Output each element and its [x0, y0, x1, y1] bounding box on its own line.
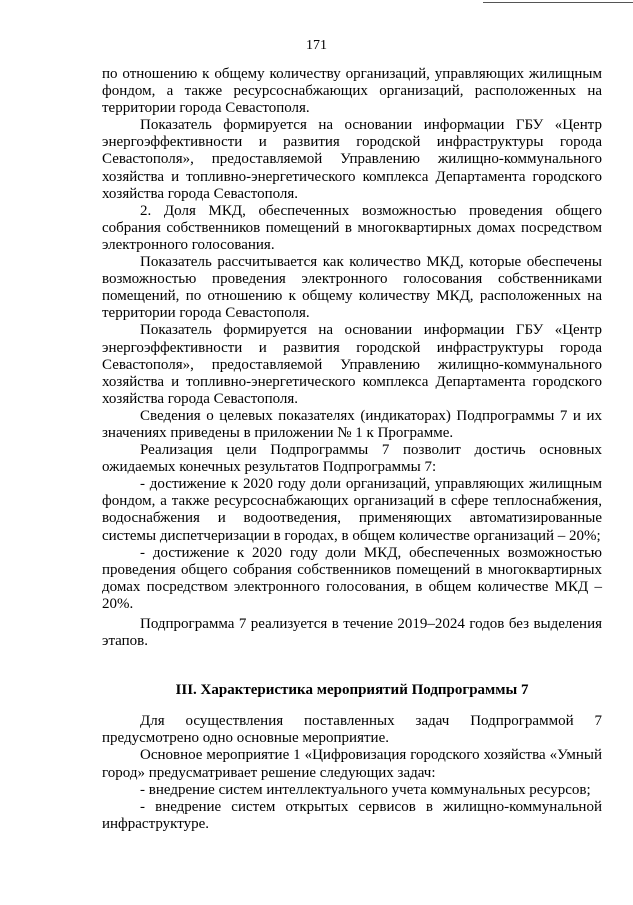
- list-item: - достижение к 2020 году доли МКД, обеспеченных возможностью проведения общего собрания собственников помещений в многоквартирных домах посредством электронного голосования, в общем количестве МКД – 20%.: [102, 544, 602, 612]
- paragraph: Показатель рассчитывается как количество МКД, которые обеспечены возможностью проведения электронного голосования собственниками помещений, по отношению к общему количеству МКД, расположенных на территории города Севастополя.: [102, 254, 602, 322]
- list-item: - внедрение систем интеллектуального учета коммунальных ресурсов;: [140, 781, 591, 798]
- list-item: - внедрение систем открытых сервисов в жилищно-коммунальной инфраструктуре.: [102, 798, 602, 832]
- document-body: [102, 66, 602, 833]
- paragraph: Подпрограмма 7 реализуется в течение 2019–2024 годов без выделения этапов.: [102, 616, 602, 650]
- page-number: 171: [306, 38, 327, 53]
- paragraph: по отношению к общему количеству организаций, управляющих жилищным фондом, а также ресурсоснабжающих организаций, расположенных на территории города Севастополя.: [102, 66, 602, 117]
- list-item: - достижение к 2020 году доли организаций, управляющих жилищным фондом, а также ресурсоснабжающих организаций в сфере теплоснабжения, водоснабжения и водоотведения, применяющих автоматизированные системы диспетчеризации в городах, в общем количестве организаций – 20%;: [102, 476, 602, 544]
- paragraph: Показатель формируется на основании информации ГБУ «Центр энергоэффективности и развития городской инфраструктуры города Севастополя», предоставляемой Управлению жилищно-коммунального хозяйства и топливно-энергетического комплекса Департамента городского хозяйства города Севастополя.: [102, 117, 602, 202]
- paragraph: Для осуществления поставленных задач Подпрограммой 7 предусмотрено одно основные мероприятие.: [102, 713, 602, 747]
- paragraph: Сведения о целевых показателях (индикаторах) Подпрограммы 7 и их значениях приведены в приложении № 1 к Программе.: [102, 407, 602, 441]
- top-edge-rule: [483, 2, 633, 3]
- paragraph: Реализация цели Подпрограммы 7 позволит достичь основных ожидаемых конечных результатов Подпрограммы 7:: [102, 442, 602, 476]
- paragraph: Показатель формируется на основании информации ГБУ «Центр энергоэффективности и развития городской инфраструктуры города Севастополя», предоставляемой Управлению жилищно-коммунального хозяйства и топливно-энергетического комплекса Департамента городского хозяйства города Севастополя.: [102, 322, 602, 407]
- paragraph: 2. Доля МКД, обеспеченных возможностью проведения общего собрания собственников помещений в многоквартирных домах посредством электронного голосования.: [102, 202, 602, 253]
- section-heading: III. Характеристика мероприятий Подпрограммы 7: [175, 682, 529, 699]
- paragraph: Основное мероприятие 1 «Цифровизация городского хозяйства «Умный город» предусматривает решение следующих задач:: [102, 747, 602, 781]
